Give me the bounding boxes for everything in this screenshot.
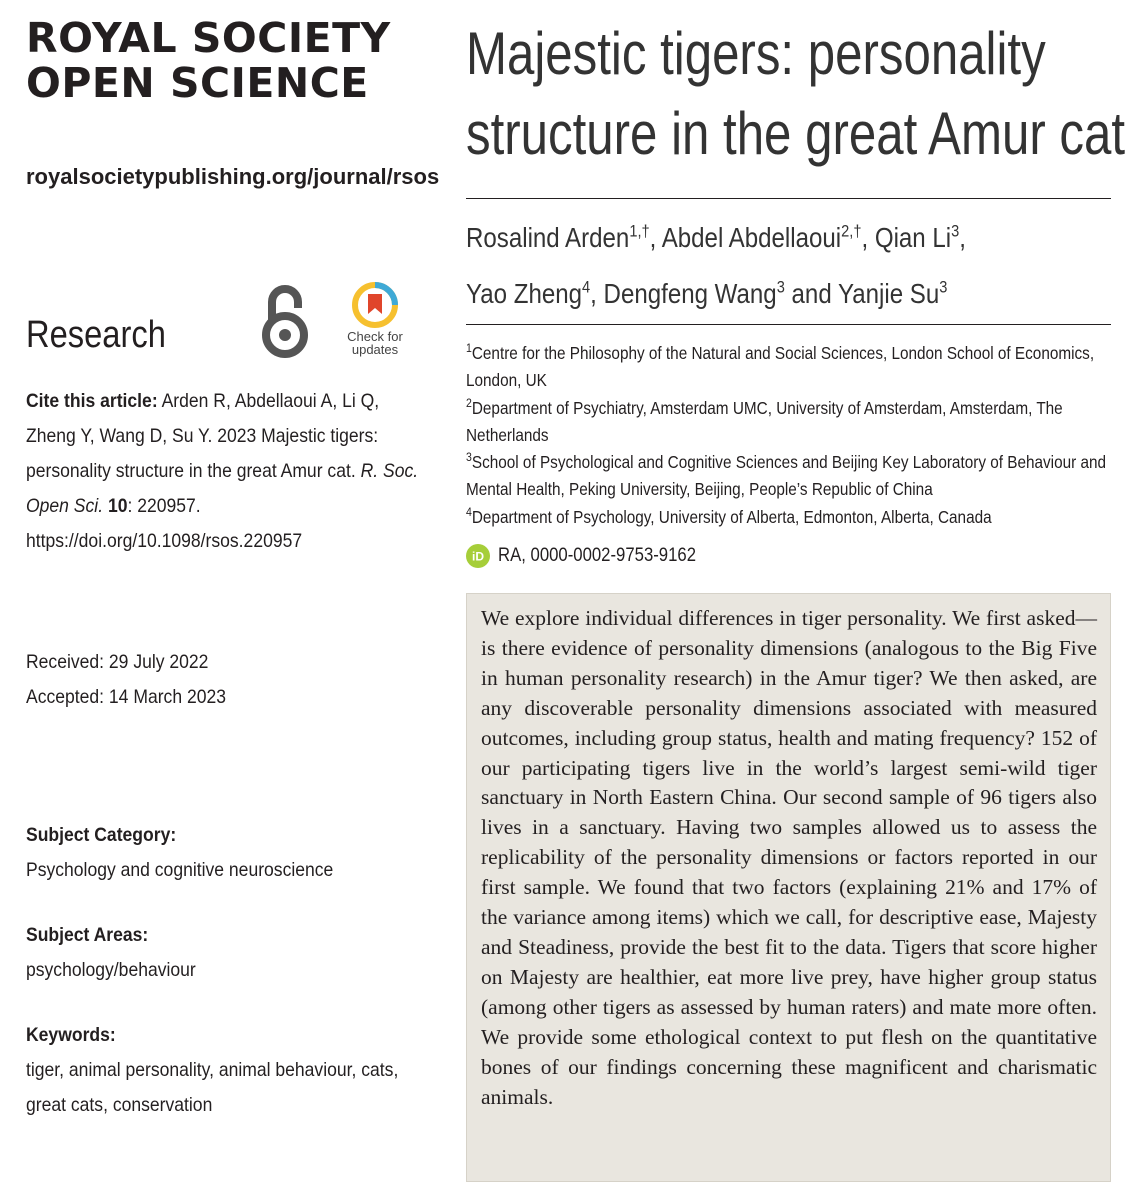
affiliation-line: [466, 340, 1111, 367]
svg-text:iD: iD: [472, 549, 484, 564]
check-for-updates-badge[interactable]: [340, 280, 410, 362]
authors-divider: [466, 324, 1111, 325]
author-name: , Dengfeng Wang: [590, 278, 777, 309]
affiliation-text: Netherlands: [466, 424, 549, 445]
journal-name: [26, 16, 426, 106]
affiliation-sup: 1: [466, 341, 472, 356]
journal-name-line1: ROYAL SOCIETY: [26, 14, 391, 62]
paper-title: [466, 14, 1126, 174]
affiliation-line: [466, 504, 1111, 531]
subject-areas: [26, 918, 449, 988]
check-updates-line1: Check for: [347, 329, 403, 344]
affiliations: [466, 340, 1111, 531]
author-list: [466, 210, 1120, 322]
author-name: Yao Zheng: [466, 278, 583, 309]
check-updates-line2: updates: [351, 342, 399, 357]
author-name: Rosalind Arden: [466, 222, 630, 253]
subject-areas-value: psychology/behaviour: [26, 959, 196, 981]
affiliation-text: Mental Health, Peking University, Beijing, People’s Republic of China: [466, 479, 933, 500]
affiliation-sup: 4: [466, 504, 472, 519]
citation-text: Arden R, Abdellaoui A, Li Q, Zheng Y, Wang D, Su Y. 2023 Majestic tigers: personality structure in the great Amur cat.: [26, 390, 380, 482]
journal-url-link[interactable]: royalsocietypublishing.org/journal/rsos: [26, 164, 440, 189]
abstract-box: [466, 593, 1111, 1182]
affiliation-sup: 3: [466, 450, 472, 465]
affiliation-line: [466, 449, 1111, 476]
subject-areas-heading: Subject Areas:: [26, 924, 149, 946]
author-name: , Abdel Abdellaoui: [649, 222, 842, 253]
keywords-line2: great cats, conservation: [26, 1094, 213, 1116]
keywords-heading: Keywords:: [26, 1024, 116, 1046]
author-affil-sup: 1,†: [629, 221, 650, 241]
journal-name-line2: OPEN SCIENCE: [26, 59, 369, 107]
citation: [26, 384, 422, 559]
citation-label: Cite this article:: [26, 390, 158, 412]
orcid-text[interactable]: RA, 0000-0002-9753-9162: [498, 545, 697, 566]
affiliation-line: [466, 367, 1111, 394]
author-affil-sup: 4: [582, 277, 591, 297]
doi-link[interactable]: https://doi.org/10.1098/rsos.220957: [26, 530, 303, 552]
abstract-text: We explore individual differences in tiger personality. We first asked—is there evidence of personality dimensions (analogous to the Big Five in human personality research) in the Amur tiger? We then asked, are any discoverable personality dimensions associated with measured outcomes, including group status, health and mating frequency? 152 of our participating tigers live in the world’s largest semi-wild tiger sanctuary in North Eastern China. Our second sample of 96 tigers also lives in a sanctuary. Having two samples allowed us to assess the replicability of the personality dimensions or factors reported in our first sample. We found that two factors (explaining 21% and 17% of the variance among items) which we call, for descriptive ease, Majesty and Steadiness, provide the best fit to the data. Tigers that score higher on Majesty are healthier, eat more live prey, have higher group status (among other tigers as assessed by human raters) and mate more often. We provide some ethological context to put flesh on the quantitative bones of our findings concerning these magnificent and charismatic animals.: [481, 606, 1097, 1109]
affiliation-text: School of Psychological and Cognitive Sciences and Beijing Key Laboratory of Behaviour and: [471, 452, 1107, 473]
orcid-icon: [466, 544, 490, 568]
affiliation-text: Department of Psychiatry, Amsterdam UMC, University of Amsterdam, Amsterdam, The: [471, 397, 1063, 418]
author-affil-sup: 3: [951, 221, 960, 241]
author-separator: ,: [959, 222, 966, 253]
affiliation-line: [466, 476, 1111, 503]
section-label: Research: [26, 314, 166, 356]
affiliation-text: Department of Psychology, University of Alberta, Edmonton, Alberta, Canada: [471, 506, 992, 527]
citation-volume: 10: [107, 495, 128, 517]
affiliation-text: Centre for the Philosophy of the Natural and Social Sciences, London School of Economics,: [471, 343, 1095, 363]
author-affil-sup: 3: [939, 277, 948, 297]
author-name: and Yanjie Su: [784, 278, 940, 309]
keywords: [26, 1018, 449, 1123]
dates: [26, 645, 449, 715]
paper-title-line2: structure in the great Amur cat: [466, 100, 1126, 167]
affiliation-sup: 2: [466, 395, 472, 410]
author-affil-sup: 2,†: [841, 221, 862, 241]
subject-category-heading: Subject Category:: [26, 824, 177, 846]
received-date: Received: 29 July 2022: [26, 651, 209, 673]
subject-category-value: Psychology and cognitive neuroscience: [26, 859, 334, 881]
orcid-entry[interactable]: [466, 544, 723, 568]
affiliation-line: [466, 395, 1111, 422]
author-name: , Qian Li: [861, 222, 952, 253]
subject-category: [26, 818, 449, 888]
accepted-date: Accepted: 14 March 2023: [26, 686, 227, 708]
affiliation-line: [466, 422, 1111, 449]
author-affil-sup: 3: [776, 277, 785, 297]
open-access-icon: [258, 280, 312, 360]
paper-title-line1: Majestic tigers: personality: [466, 20, 1046, 87]
title-divider: [466, 198, 1111, 199]
affiliation-text: London, UK: [466, 370, 547, 391]
check-updates-icon: [350, 280, 400, 330]
keywords-line1: tiger, animal personality, animal behaviour, cats,: [26, 1059, 399, 1081]
citation-article-number: : 220957.: [127, 495, 201, 517]
citation-journal: R. Soc. Open Sci.: [26, 460, 419, 517]
